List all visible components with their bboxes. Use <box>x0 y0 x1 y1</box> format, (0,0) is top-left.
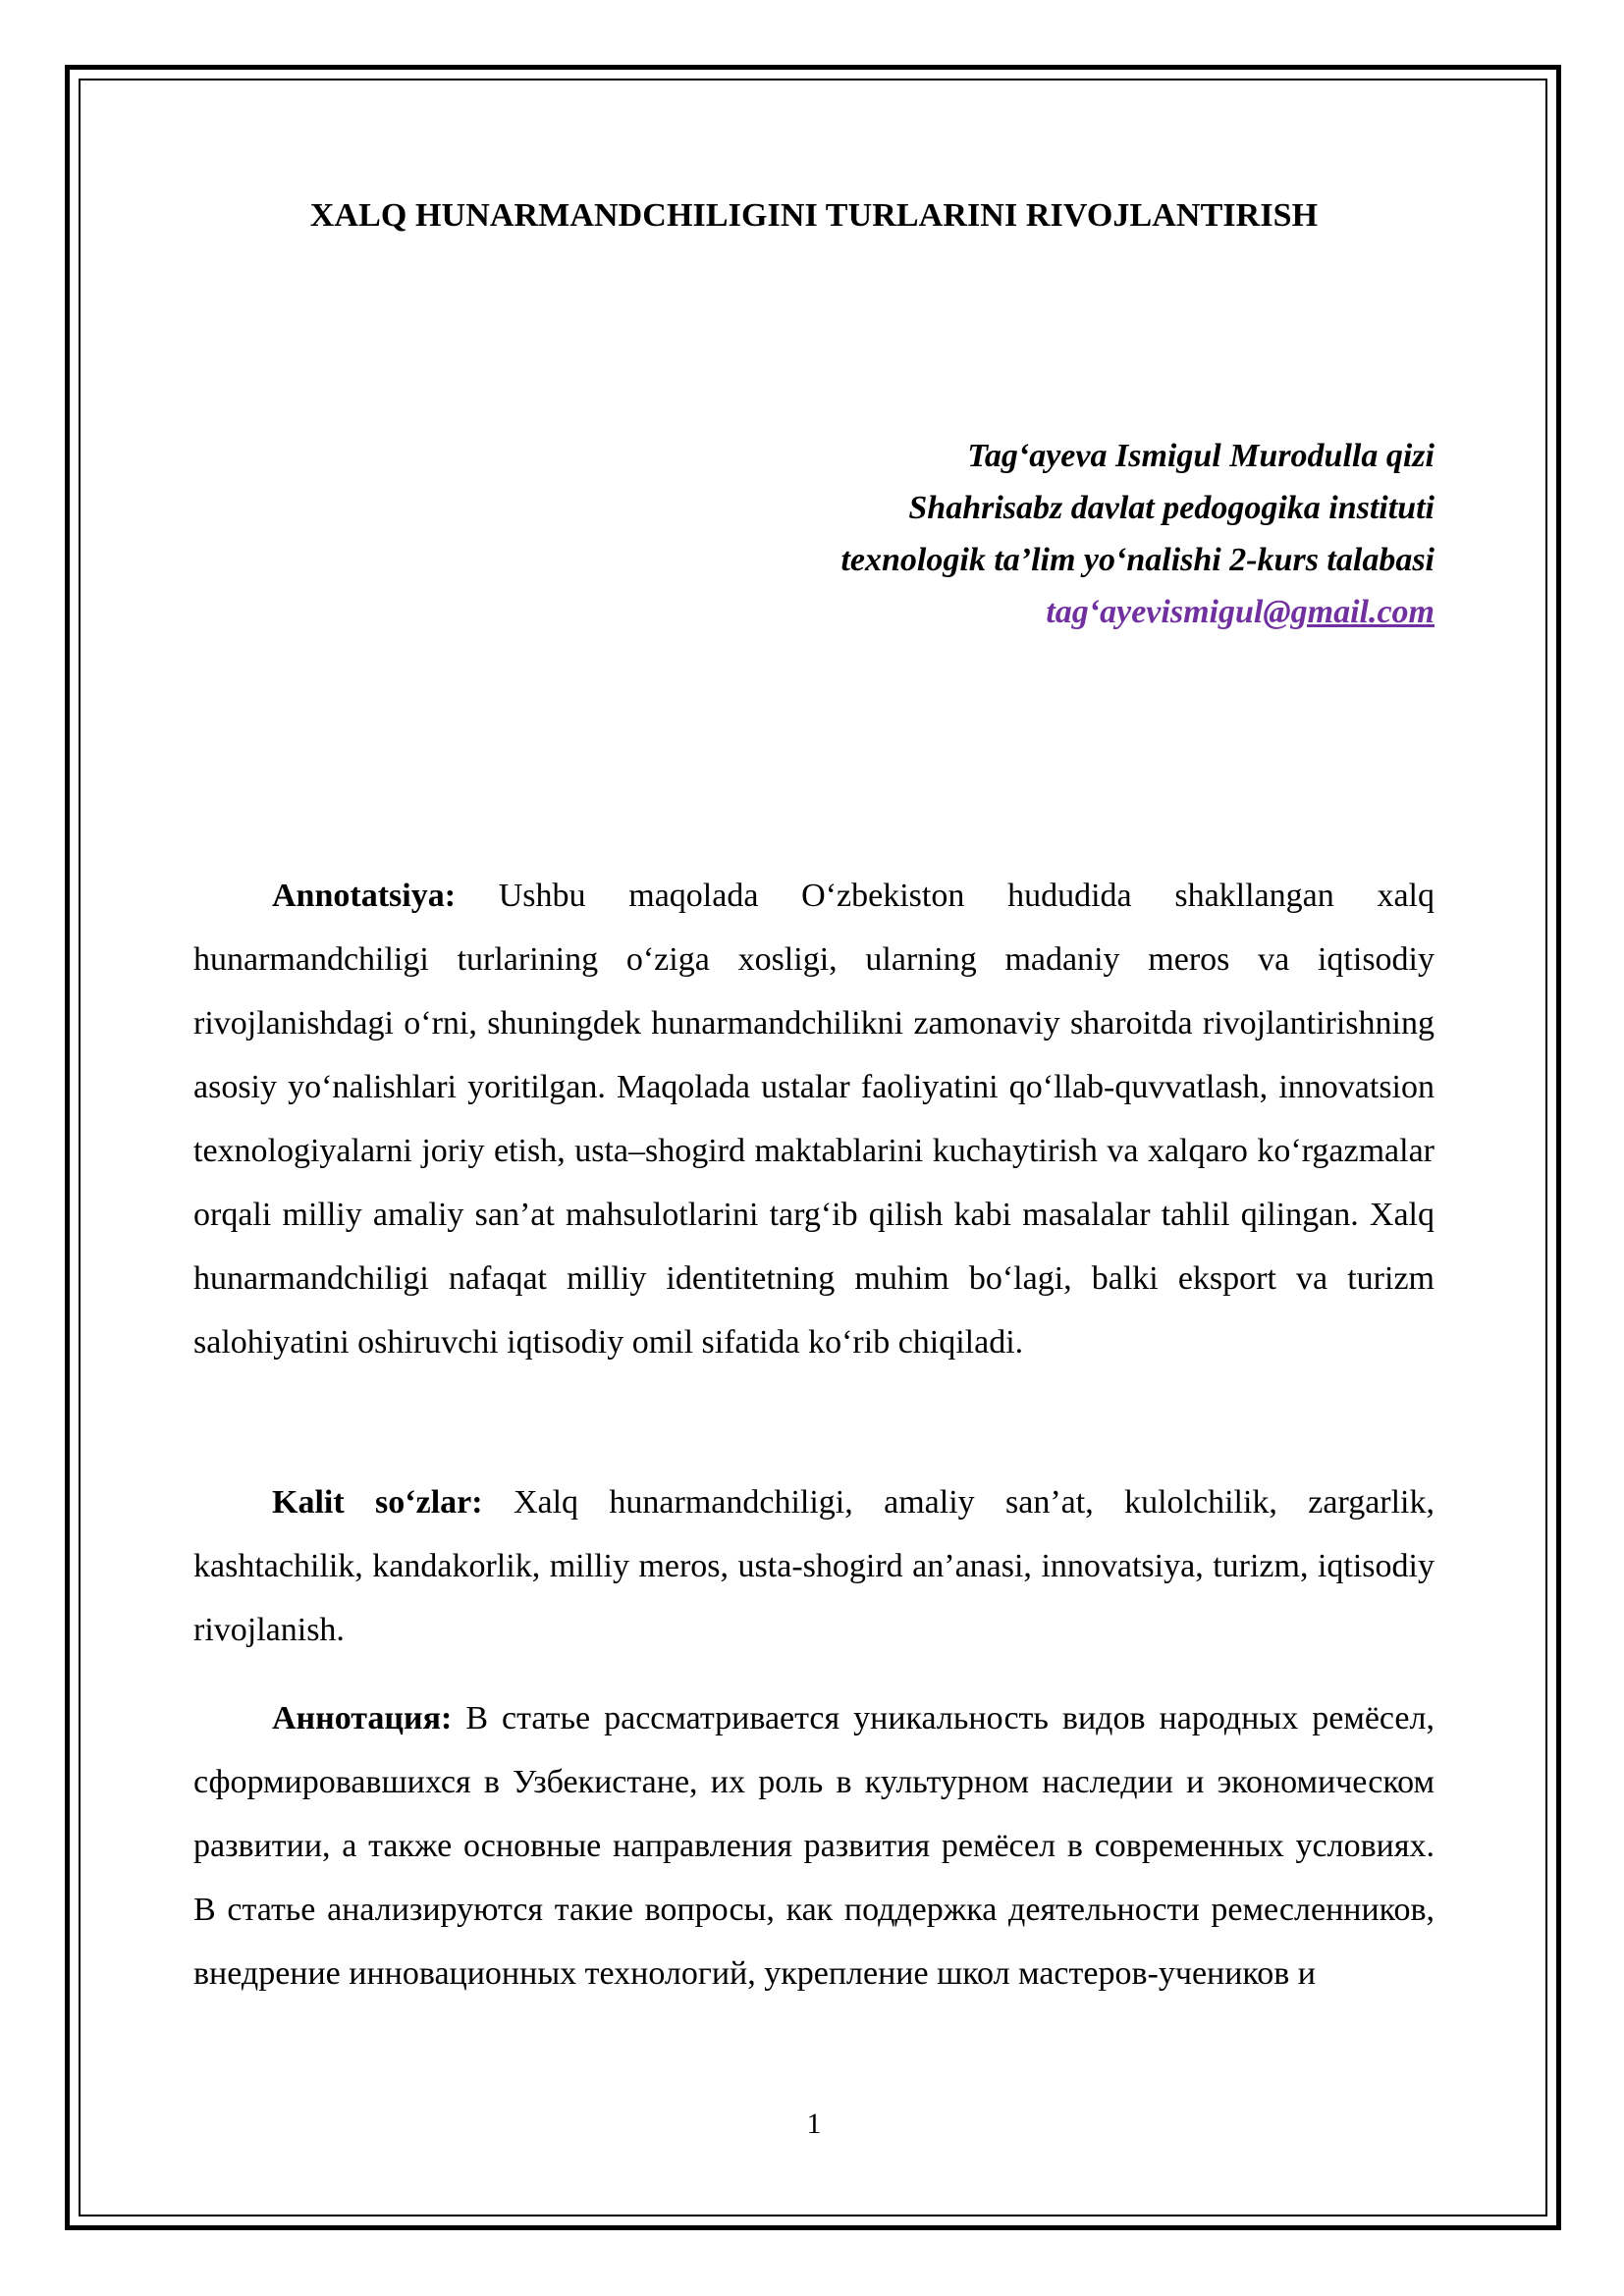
page-number: 1 <box>806 2108 822 2140</box>
email-domain: @gmail.com <box>1263 594 1435 630</box>
annotation-russian <box>193 1686 1435 2005</box>
email-user: tag‘ayevismigul <box>1046 594 1264 630</box>
keywords-paragraph <box>193 1470 1435 1662</box>
article-title: XALQ HUNARMANDCHILIGINI TURLARINI RIVOJLANTIRISH <box>309 197 1319 234</box>
author-block <box>193 430 1435 638</box>
author-institution: Shahrisabz davlat pedogogika instituti <box>908 490 1435 526</box>
annotation-uzbek-text: Ushbu maqolada O‘zbekiston hududida shakllangan xalq hunarmandchiligi turlarining o‘ziga xosligi, ularning madaniy meros va iqtisodiy rivojlanishdagi o‘rni, shuningdek hunarmandchilikni zamonaviy sharoitda rivojlantirishning asosiy yo‘nalishlari yoritilgan. Maqolada ustalar faoliyatini qo‘llab-quvvatlash, innovatsion texnologiyalarni joriy etish, usta–shogird maktablarini kuchaytirish va xalqaro ko‘rgazmalar orqali milliy amaliy san’at mahsulotlarini targ‘ib qilish kabi masalalar tahlil qilingan. Xalq hunarmandchiligi nafaqat milliy identitetning muhim bo‘lagi, balki eksport va turizm salohiyatini oshiruvchi iqtisodiy omil sifatida ko‘rib chiqiladi. <box>193 878 1435 1361</box>
annotation-russian-text: В статье рассматривается уникальность видов народных ремёсел, сформировавшихся в Узбекистане, их роль в культурном наследии и экономическом развитии, а также основные направления развития ремёсел в современных условиях. В статье анализируются такие вопросы, как поддержка деятельности ремесленников, внедрение инновационных технологий, укрепление школ мастеров-учеников и <box>193 1700 1435 1992</box>
author-email-link[interactable] <box>193 586 1435 638</box>
annotation-russian-label: Аннотация: <box>272 1700 453 1736</box>
annotation-uzbek-label: Annotatsiya: <box>272 878 457 914</box>
keywords-label: Kalit so‘zlar: <box>272 1484 483 1521</box>
annotation-uzbek <box>193 864 1435 1374</box>
keywords-text: Xalq hunarmandchiligi, amaliy san’at, kulolchilik, zargarlik, kashtachilik, kandakorlik, milliy meros, usta-shogird an’anasi, innovatsiya, turizm, iqtisodiy rivojlanish. <box>193 1484 1435 1648</box>
author-name: Tag‘ayeva Ismigul Murodulla qizi <box>967 438 1435 474</box>
author-program: texnologik ta’lim yo‘nalishi 2-kurs talabasi <box>840 542 1435 578</box>
